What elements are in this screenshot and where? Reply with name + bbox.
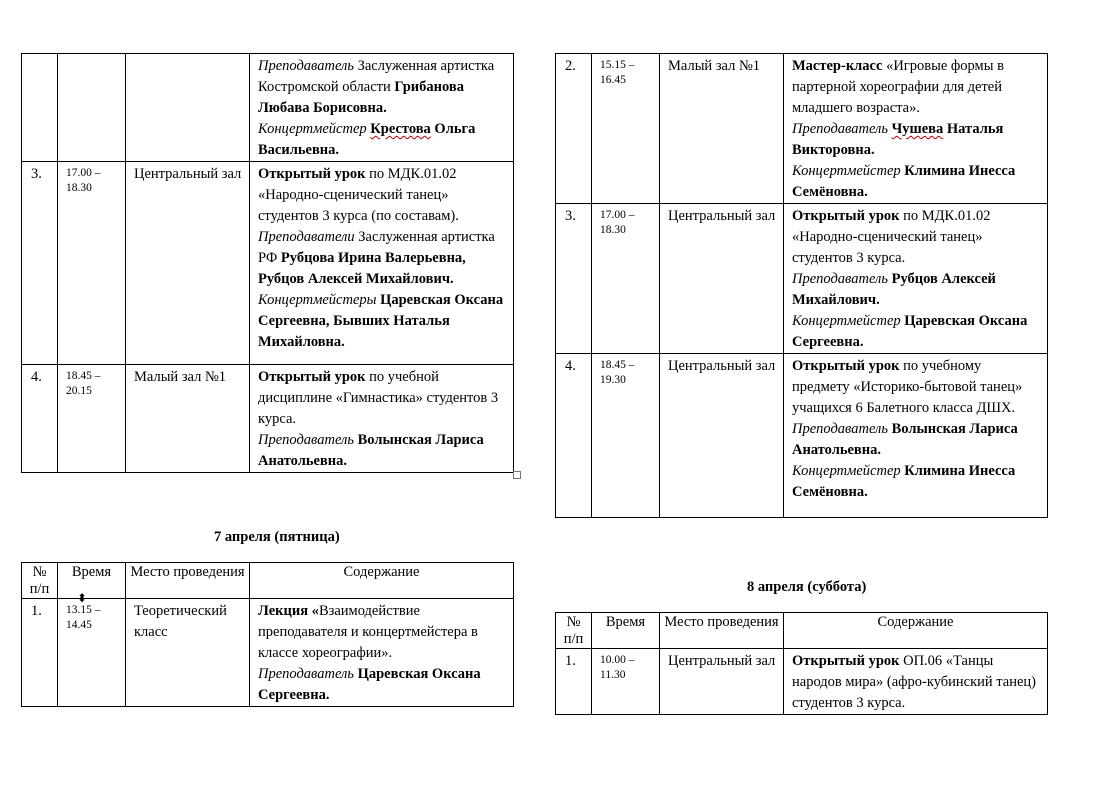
role-label: Концертмейстер xyxy=(792,313,901,329)
header-content: Содержание xyxy=(784,613,1048,649)
content-paragraph xyxy=(792,356,1041,419)
text-cursor-icon: ⬍ xyxy=(77,591,88,605)
row-number: 4. xyxy=(556,354,592,518)
emphasis-text: Открытый урок xyxy=(258,369,366,385)
emphasis-text: Открытый урок xyxy=(792,208,900,224)
row-number: 2. xyxy=(556,54,592,204)
emphasis-text: Волынская Лариса Анатольевна. xyxy=(258,432,484,469)
emphasis-text: Волынская Лариса Анатольевна. xyxy=(792,421,1018,458)
day-title-april-7: 7 апреля (пятница) xyxy=(214,529,340,545)
row-time: 18.45 – 19.30 xyxy=(592,354,660,518)
content-text: Заслуженная артистка Костромской области xyxy=(258,58,495,95)
schedule-row xyxy=(22,365,514,473)
schedule-row xyxy=(556,354,1048,518)
schedule-table-april-8 xyxy=(555,612,1048,715)
schedule-row xyxy=(22,162,514,365)
row-time: 15.15 – 16.45 xyxy=(592,54,660,204)
row-content xyxy=(784,354,1048,518)
content-paragraph xyxy=(792,161,1041,203)
content-text: по учебной дисциплине «Гимнастика» студентов 3 курса. xyxy=(258,369,499,427)
schedule-table-april-7 xyxy=(21,562,514,707)
schedule-row xyxy=(556,204,1048,354)
content-paragraph xyxy=(258,227,507,290)
row-place: Малый зал №1 xyxy=(126,365,250,473)
role-label: Преподаватель xyxy=(792,271,888,287)
header-num: № п/п xyxy=(22,563,58,599)
row-place: Центральный зал xyxy=(660,354,784,518)
content-text: по учебному предмету «Историко-бытовой танец» учащихся 6 Балетного класса ДШХ. xyxy=(792,358,1023,416)
emphasis-text: Ольга Васильевна. xyxy=(258,121,476,158)
role-label: Концертмейстер xyxy=(792,463,901,479)
schedule-row xyxy=(22,54,514,162)
emphasis-text: Лекция « xyxy=(258,603,319,619)
row-content xyxy=(784,204,1048,354)
row-number: 4. xyxy=(22,365,58,473)
emphasis-text: Грибанова Любава Борисовна. xyxy=(258,79,464,116)
emphasis-text: Климина Инесса Семёновна. xyxy=(792,463,1016,500)
content-paragraph xyxy=(792,56,1041,119)
content-paragraph xyxy=(258,290,507,353)
row-content xyxy=(250,599,514,707)
emphasis-text: Царевская Оксана Сергеевна, Бывших Наталья Михайловна. xyxy=(258,292,504,350)
row-content xyxy=(250,54,514,162)
row-place: Теоретический класс xyxy=(126,599,250,707)
row-time: 10.00 – 11.30 xyxy=(592,649,660,715)
row-time: 17.00 – 18.30 xyxy=(58,162,126,365)
content-paragraph xyxy=(258,119,507,161)
role-label: Преподаватели xyxy=(258,229,355,245)
table-header-row xyxy=(22,563,514,599)
header-place: Место проведения xyxy=(660,613,784,649)
row-place: Центральный зал xyxy=(660,204,784,354)
content-paragraph xyxy=(258,56,507,119)
emphasis-text: Рубцова Ирина Валерьевна, Рубцов Алексей Михайлович. xyxy=(258,250,466,287)
content-paragraph xyxy=(792,119,1041,161)
row-time: 17.00 – 18.30 xyxy=(592,204,660,354)
role-label: Концертмейстер xyxy=(792,163,901,179)
role-label: Преподаватель xyxy=(792,421,888,437)
content-paragraph xyxy=(792,419,1041,461)
emphasis-text: Царевская Оксана Сергеевна. xyxy=(258,666,481,703)
row-time: 13.15 – 14.45 xyxy=(58,599,126,707)
content-paragraph xyxy=(258,164,507,227)
schedule-row xyxy=(556,54,1048,204)
row-content xyxy=(250,162,514,365)
row-content xyxy=(784,649,1048,715)
header-time: Время xyxy=(592,613,660,649)
role-label: Концертмейстеры xyxy=(258,292,377,308)
content-paragraph xyxy=(258,367,507,430)
content-text: Взаимодействие преподавателя и концертмейстера в классе хореографии». xyxy=(258,603,478,661)
schedule-row xyxy=(556,649,1048,715)
content-paragraph xyxy=(258,430,507,472)
content-text: по МДК.01.02 «Народно-сценический танец» студентов 3 курса (по составам). xyxy=(258,166,459,224)
row-number: 3. xyxy=(22,162,58,365)
row-number: 1. xyxy=(556,649,592,715)
header-place: Место проведения xyxy=(126,563,250,599)
role-label: Преподаватель xyxy=(258,666,354,682)
schedule-row xyxy=(22,599,514,707)
role-label: Концертмейстер xyxy=(258,121,367,137)
row-number: 3. xyxy=(556,204,592,354)
content-paragraph xyxy=(792,651,1041,714)
content-paragraph xyxy=(258,664,507,706)
content-paragraph xyxy=(792,206,1041,269)
emphasis-text: Рубцов Алексей Михайлович. xyxy=(792,271,996,308)
role-label: Преподаватель xyxy=(792,121,888,137)
emphasis-text: Царевская Оксана Сергеевна. xyxy=(792,313,1028,350)
emphasis-text: Климина Инесса Семёновна. xyxy=(792,163,1016,200)
emphasis-text: Чушева xyxy=(891,121,944,137)
emphasis-text: Открытый урок xyxy=(792,653,900,669)
content-text: «Игровые формы в партерной хореографии для детей младшего возраста». xyxy=(792,58,1004,116)
table-header-row xyxy=(556,613,1048,649)
row-content xyxy=(784,54,1048,204)
role-label: Преподаватель xyxy=(258,432,354,448)
emphasis-text: Открытый урок xyxy=(792,358,900,374)
header-content: Содержание xyxy=(250,563,514,599)
content-text: Заслуженная артистка РФ xyxy=(258,229,495,266)
row-time xyxy=(58,54,126,162)
header-num: № п/п xyxy=(556,613,592,649)
row-place: Малый зал №1 xyxy=(660,54,784,204)
content-text: по МДК.01.02 «Народно-сценический танец» студентов 3 курса. xyxy=(792,208,991,266)
content-paragraph xyxy=(792,311,1041,353)
emphasis-text: Крестова xyxy=(370,121,431,137)
content-paragraph xyxy=(792,269,1041,311)
emphasis-text: Наталья Викторовна. xyxy=(792,121,1004,158)
row-number: 1. xyxy=(22,599,58,707)
row-time: 18.45 – 20.15 xyxy=(58,365,126,473)
role-label: Преподаватель xyxy=(258,58,354,74)
table-resize-handle[interactable] xyxy=(513,471,521,479)
schedule-table-right-top xyxy=(555,53,1048,518)
content-paragraph xyxy=(792,461,1041,503)
row-place: Центральный зал xyxy=(126,162,250,365)
row-content xyxy=(250,365,514,473)
emphasis-text: Мастер-класс xyxy=(792,58,883,74)
schedule-table-left-top xyxy=(21,53,514,473)
row-place xyxy=(126,54,250,162)
row-number xyxy=(22,54,58,162)
content-paragraph xyxy=(258,601,507,664)
day-title-april-8: 8 апреля (суббота) xyxy=(747,579,867,595)
row-place: Центральный зал xyxy=(660,649,784,715)
content-text: ОП.06 «Танцы народов мира» (афро-кубинский танец) студентов 3 курса. xyxy=(792,653,1037,711)
emphasis-text: Открытый урок xyxy=(258,166,366,182)
header-time: Время xyxy=(58,563,126,599)
